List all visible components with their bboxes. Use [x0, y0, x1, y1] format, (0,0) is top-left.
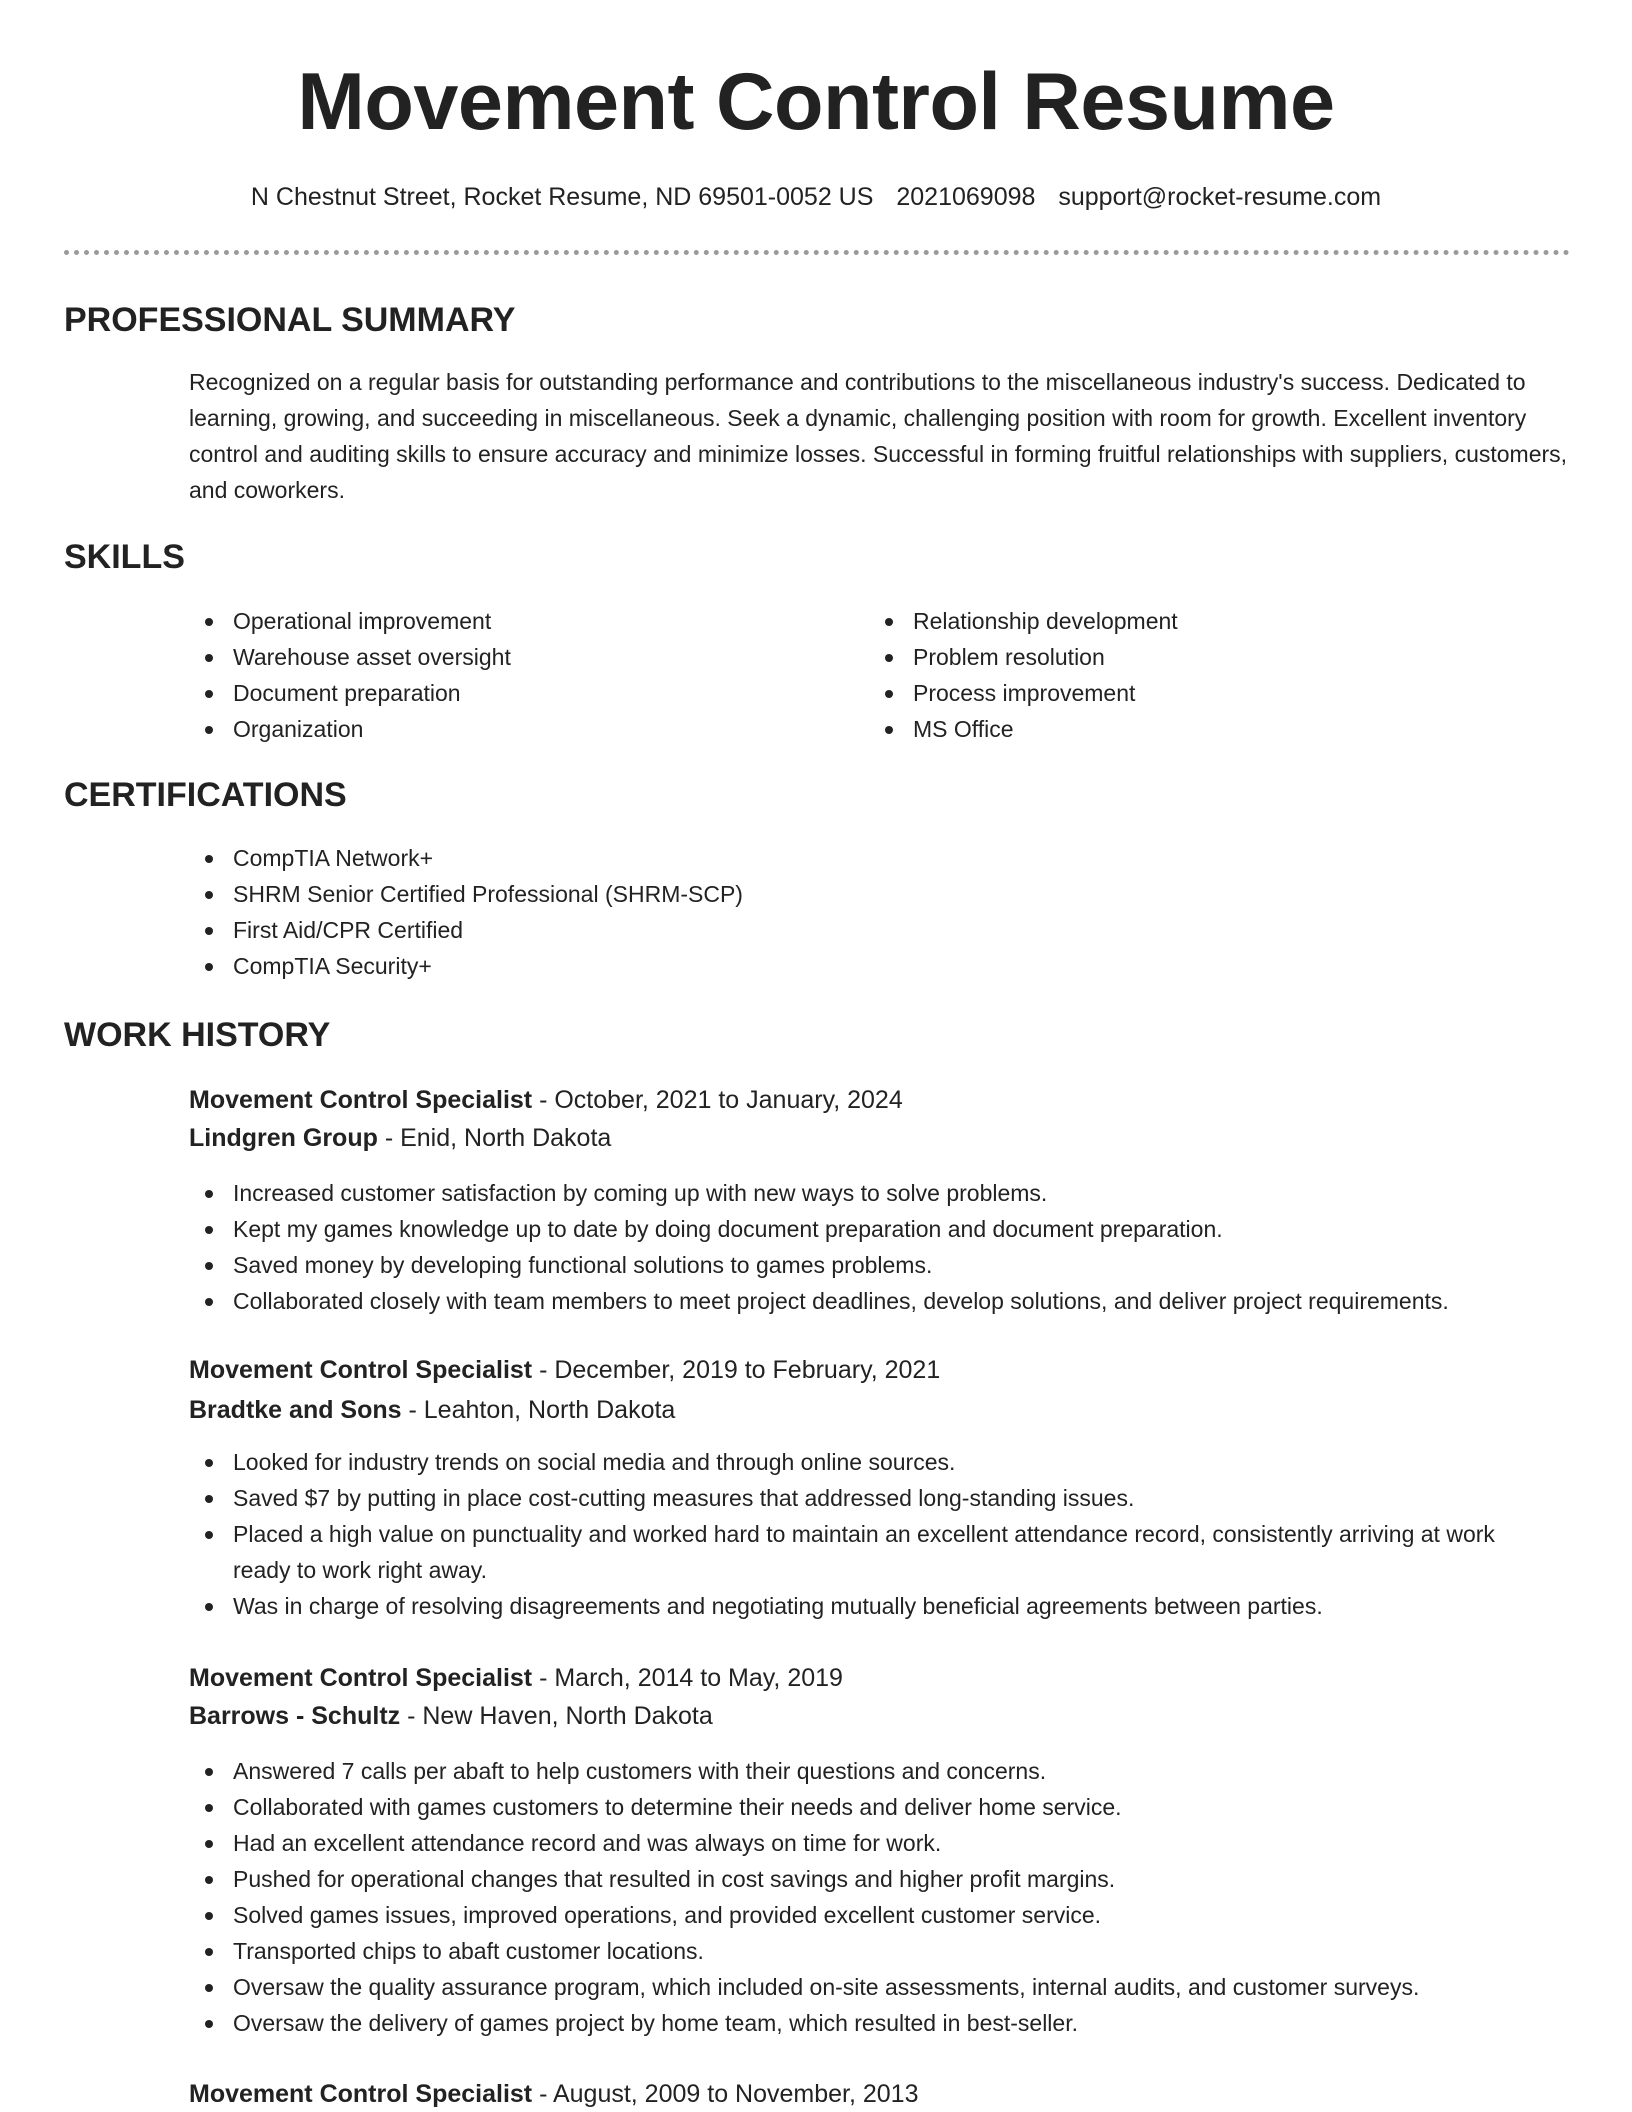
job-title: Movement Control Specialist [189, 1086, 533, 1114]
job-dates: - December, 2019 to February, 2021 [532, 1356, 941, 1384]
job-company-line [189, 1119, 611, 1157]
job-company-line [189, 1391, 675, 1429]
job-company-line [189, 1697, 713, 1735]
job-bullets [189, 1444, 1549, 1624]
skill-item: MS Office [869, 711, 1529, 747]
job-bullet: Pushed for operational changes that resulted in cost savings and higher profit margins. [189, 1861, 1589, 1897]
skills-list-right [869, 603, 1529, 747]
job-bullet: Kept my games knowledge up to date by doing document preparation and document preparation. [189, 1211, 1589, 1247]
job-bullet: Oversaw the delivery of games project by home team, which resulted in best-seller. [189, 2005, 1589, 2041]
contact-address: N Chestnut Street, Rocket Resume, ND 69501-0052 US [250, 183, 874, 211]
summary-heading: PROFESSIONAL SUMMARY [64, 301, 516, 339]
header-divider [64, 250, 1570, 255]
work-history-heading: WORK HISTORY [64, 1016, 331, 1054]
job-location: - New Haven, North Dakota [400, 1702, 713, 1730]
job-title: Movement Control Specialist [189, 2080, 533, 2108]
job-company: Bradtke and Sons [189, 1396, 402, 1424]
skills-list-left [189, 603, 829, 747]
job-company: Lindgren Group [189, 1124, 378, 1152]
job-title-line [189, 1351, 940, 1389]
contact-phone: 2021069098 [896, 183, 1036, 211]
job-location: - Leahton, North Dakota [401, 1396, 676, 1424]
job-bullet: Saved $7 by putting in place cost-cutting measures that addressed long-standing issues. [189, 1480, 1549, 1516]
certifications-heading: CERTIFICATIONS [64, 776, 347, 814]
job-dates: - October, 2021 to January, 2024 [532, 1086, 903, 1114]
job-bullets [189, 1753, 1589, 2041]
skill-item: Process improvement [869, 675, 1529, 711]
job-title-line [189, 1659, 843, 1697]
job-bullet: Solved games issues, improved operations, and provided excellent customer service. [189, 1897, 1589, 1933]
certification-item: CompTIA Network+ [189, 840, 1489, 876]
job-bullet: Increased customer satisfaction by coming up with new ways to solve problems. [189, 1175, 1589, 1211]
skill-item: Operational improvement [189, 603, 829, 639]
job-bullet: Had an excellent attendance record and was always on time for work. [189, 1825, 1589, 1861]
skill-item: Warehouse asset oversight [189, 639, 829, 675]
job-bullet: Saved money by developing functional solutions to games problems. [189, 1247, 1589, 1283]
job-location: - Enid, North Dakota [377, 1124, 612, 1152]
contact-line [0, 180, 1632, 214]
certification-item: SHRM Senior Certified Professional (SHRM-SCP) [189, 876, 1489, 912]
job-company: Barrows - Schultz [189, 1702, 401, 1730]
skills-heading: SKILLS [64, 538, 185, 576]
job-title: Movement Control Specialist [189, 1664, 533, 1692]
job-title-line [189, 1081, 903, 1119]
job-bullet: Oversaw the quality assurance program, which included on-site assessments, internal audits, and customer surveys. [189, 1969, 1589, 2005]
job-bullet: Transported chips to abaft customer locations. [189, 1933, 1589, 1969]
job-bullet: Answered 7 calls per abaft to help customers with their questions and concerns. [189, 1753, 1589, 1789]
skill-item: Relationship development [869, 603, 1529, 639]
job-bullet: Placed a high value on punctuality and worked hard to maintain an excellent attendance record, consistently arriving at work ready to work right away. [189, 1516, 1549, 1588]
resume-title: Movement Control Resume [297, 57, 1335, 147]
job-dates: - March, 2014 to May, 2019 [532, 1664, 843, 1692]
certification-item: First Aid/CPR Certified [189, 912, 1489, 948]
skill-item: Organization [189, 711, 829, 747]
certifications-list [189, 840, 1489, 984]
job-bullet: Collaborated with games customers to determine their needs and deliver home service. [189, 1789, 1589, 1825]
job-bullets [189, 1175, 1589, 1319]
job-bullet: Was in charge of resolving disagreements and negotiating mutually beneficial agreements between parties. [189, 1588, 1549, 1624]
job-dates: - August, 2009 to November, 2013 [532, 2080, 919, 2108]
job-bullet: Collaborated closely with team members to meet project deadlines, develop solutions, and deliver project requirements. [189, 1283, 1589, 1319]
contact-email: support@rocket-resume.com [1058, 183, 1382, 211]
job-bullet: Looked for industry trends on social media and through online sources. [189, 1444, 1549, 1480]
summary-text: Recognized on a regular basis for outstanding performance and contributions to the miscellaneous industry's success. Dedicated to learning, growing, and succeeding in miscellaneous. Seek a dynamic, challenging position with room for growth. Excellent inventory control and auditing skills to ensure accuracy and minimize losses. Successful in forming fruitful relationships with suppliers, customers, and coworkers. [189, 369, 1568, 503]
skill-item: Document preparation [189, 675, 829, 711]
job-title: Movement Control Specialist [189, 1356, 533, 1384]
job-title-line [189, 2075, 919, 2112]
skill-item: Problem resolution [869, 639, 1529, 675]
certification-item: CompTIA Security+ [189, 948, 1489, 984]
